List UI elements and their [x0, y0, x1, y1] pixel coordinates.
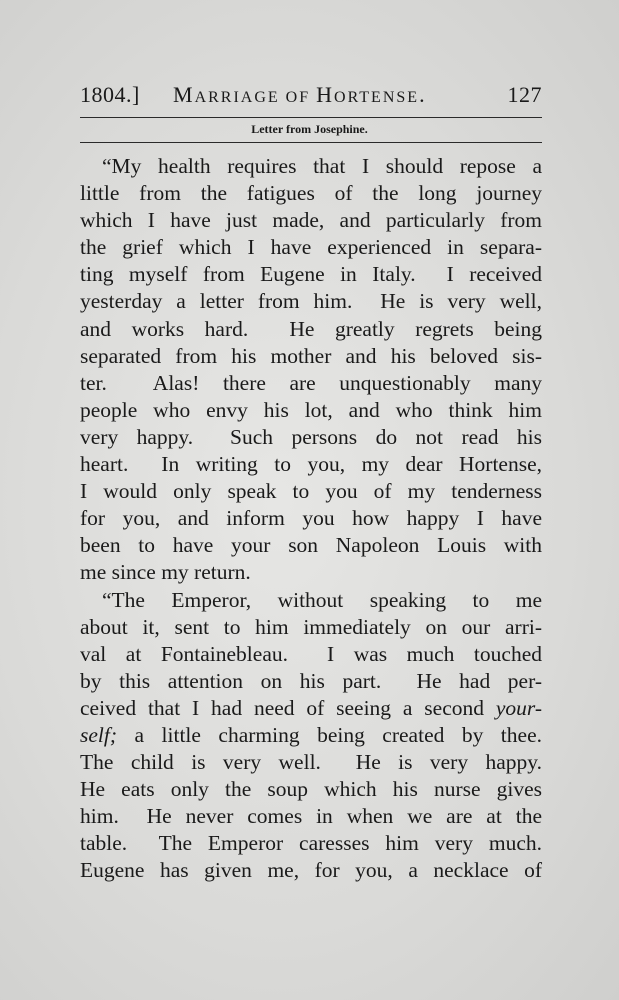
header-title: MARRIAGE OF HORTENSE. — [173, 82, 427, 107]
text-line: ter. Alas! there are unquestionably many — [80, 370, 542, 395]
subheading-rule — [80, 142, 542, 143]
text-line: ting myself from Eugene in Italy. I received — [80, 262, 542, 287]
text-line: about it, sent to him immediately on our arri- — [80, 614, 542, 639]
text-line: very happy. Such persons do not read his — [80, 424, 542, 449]
text-line: for you, and inform you how happy I have — [80, 506, 542, 531]
text-line: The child is very well. He is very happy. — [80, 750, 542, 775]
text-line: I would only speak to you of my tenderness — [80, 479, 542, 504]
text-line: ceived that I had need of seeing a second your- — [80, 695, 542, 720]
running-header — [80, 82, 542, 112]
header-year: 1804.] — [80, 82, 140, 107]
text-line: me since my return. — [80, 560, 251, 585]
text-line: yesterday a letter from him. He is very well, — [80, 289, 542, 314]
text-line: little from the fatigues of the long journey — [80, 181, 542, 206]
text-line: heart. In writing to you, my dear Hortense, — [80, 452, 542, 477]
header-rule — [80, 117, 542, 118]
text-line: the grief which I have experienced in separa- — [80, 235, 542, 260]
page-number: 127 — [507, 82, 542, 107]
text-line: him. He never comes in when we are at the — [80, 804, 542, 829]
text-line: “The Emperor, without speaking to me — [102, 587, 542, 612]
text-line: He eats only the soup which his nurse gives — [80, 777, 542, 802]
text-line: people who envy his lot, and who think him — [80, 397, 542, 422]
text-line: and works hard. He greatly regrets being — [80, 316, 542, 341]
body-text — [80, 153, 542, 885]
text-line: separated from his mother and his beloved sis- — [80, 343, 542, 368]
text-line: Eugene has given me, for you, a necklace of — [80, 858, 542, 883]
text-line: been to have your son Napoleon Louis with — [80, 533, 542, 558]
text-line: self; a little charming being created by thee. — [80, 722, 542, 747]
text-line: val at Fontainebleau. I was much touched — [80, 641, 542, 666]
section-subheading: Letter from Josephine. — [251, 122, 368, 136]
text-line: table. The Emperor caresses him very much. — [80, 831, 542, 856]
text-line: by this attention on his part. He had per- — [80, 668, 542, 693]
text-line: which I have just made, and particularly from — [80, 208, 542, 233]
text-line: “My health requires that I should repose a — [102, 154, 542, 178]
